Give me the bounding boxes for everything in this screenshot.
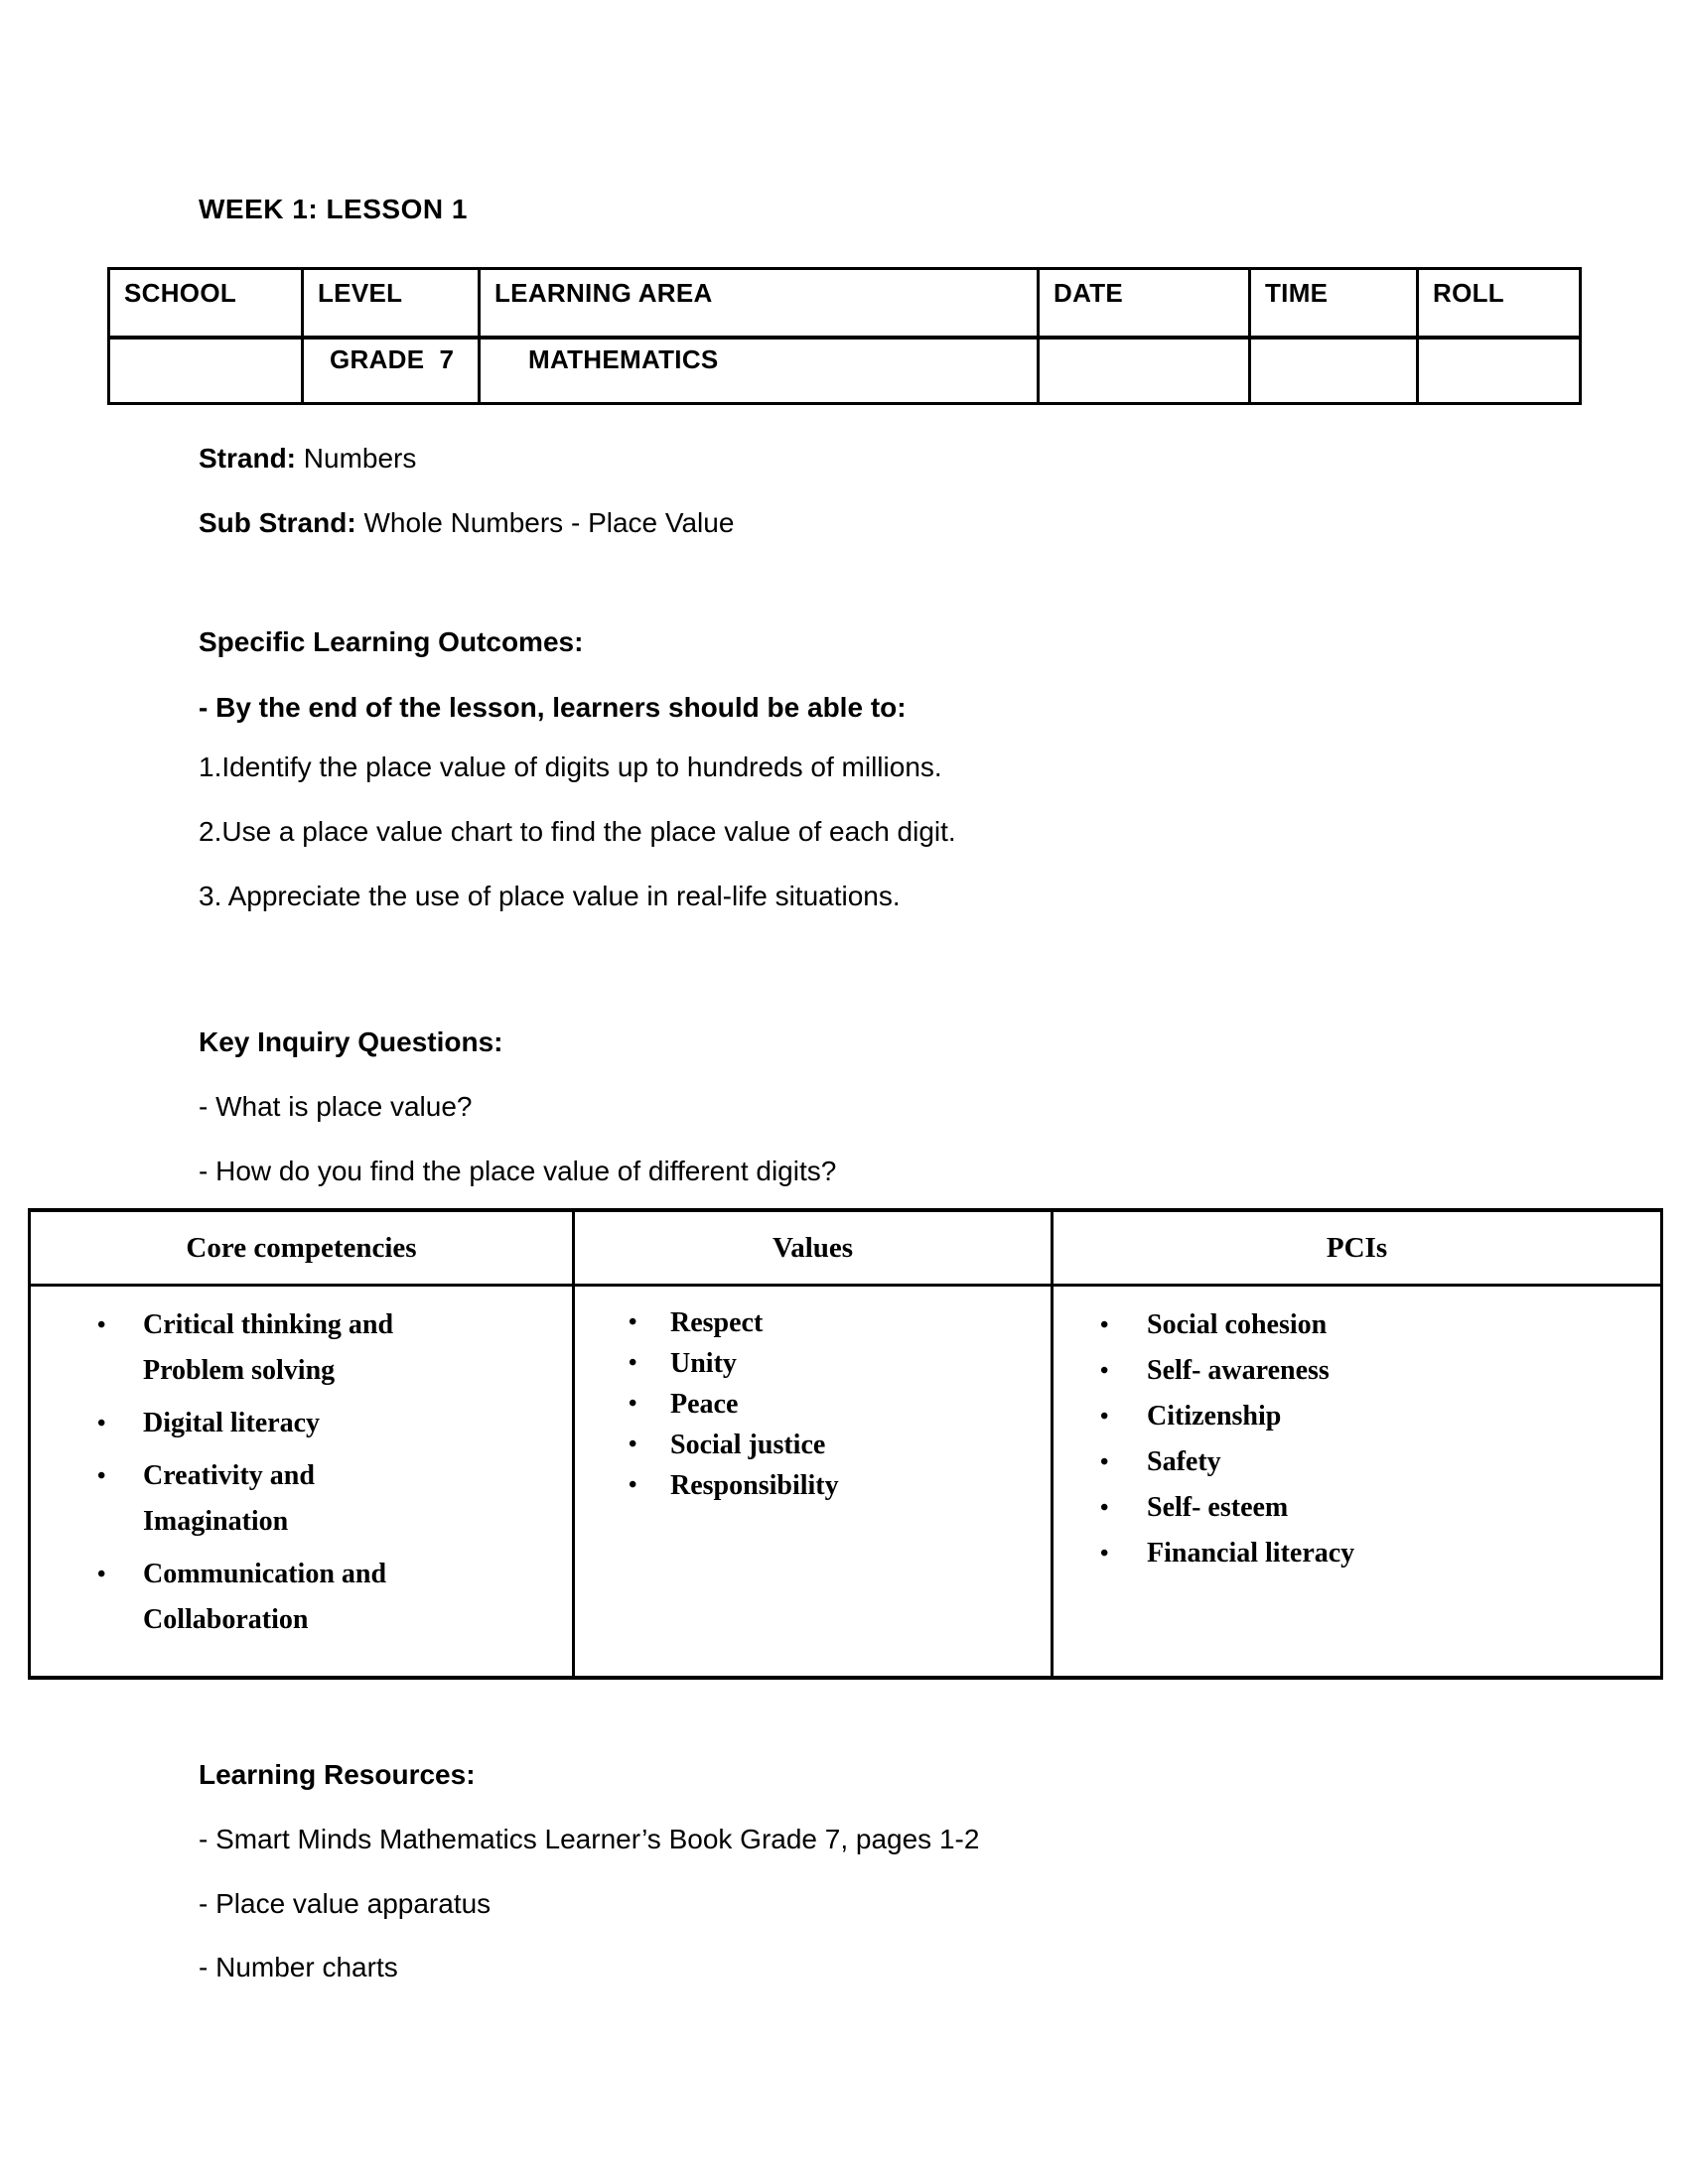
bullet-icon: • — [629, 1472, 637, 1498]
substrand-value: Whole Numbers - Place Value — [355, 507, 735, 538]
comp-header-core-competencies: Core competencies — [30, 1210, 574, 1286]
resource-item-1: - Smart Minds Mathematics Learner’s Book Grade 7, pages 1-2 — [199, 1824, 980, 1854]
resources-heading: Learning Resources: — [199, 1759, 476, 1790]
page-title: WEEK 1: LESSON 1 — [199, 194, 468, 224]
info-header-level: LEVEL — [303, 269, 480, 339]
list-item — [32, 1302, 571, 1394]
list-item-text: Self- esteem — [1147, 1492, 1289, 1523]
list-item-text: Social justice — [670, 1430, 826, 1460]
list-item — [576, 1465, 1050, 1506]
list-item-text: Unity — [670, 1348, 737, 1379]
bullet-icon: • — [1100, 1358, 1109, 1384]
bullet-icon: • — [629, 1350, 637, 1376]
info-header-date: DATE — [1039, 269, 1250, 339]
outcomes-intro: - By the end of the lesson, learners should be able to: — [199, 692, 907, 723]
info-value-row — [109, 338, 1581, 404]
list-item — [576, 1425, 1050, 1465]
list-item — [1055, 1439, 1659, 1485]
info-cell-learning-area: MATHEMATICS — [480, 338, 1039, 404]
competency-header-row — [30, 1210, 1662, 1286]
strand-value: Numbers — [296, 443, 417, 474]
outcome-item-1: 1.Identify the place value of digits up to hundreds of millions. — [199, 751, 942, 782]
list-item-text: Communication and Collaboration — [143, 1559, 387, 1635]
info-cell-level: GRADE 7 — [303, 338, 480, 404]
list-item-text: Responsibility — [670, 1470, 839, 1501]
outcomes-heading: Specific Learning Outcomes: — [199, 626, 584, 657]
bullet-icon: • — [97, 1463, 106, 1489]
inquiry-heading: Key Inquiry Questions: — [199, 1026, 503, 1057]
bullet-icon: • — [629, 1432, 637, 1457]
list-item-text: Respect — [670, 1307, 764, 1338]
substrand-line — [199, 506, 734, 540]
list-item — [1055, 1348, 1659, 1394]
list-item — [32, 1453, 571, 1545]
list-item — [576, 1384, 1050, 1425]
bullet-icon: • — [629, 1391, 637, 1417]
bullet-icon: • — [97, 1411, 106, 1436]
info-header-roll: ROLL — [1418, 269, 1581, 339]
strand-label: Strand: — [199, 443, 296, 474]
list-item-text: Digital literacy — [143, 1408, 321, 1438]
info-header-school: SCHOOL — [109, 269, 303, 339]
substrand-label: Sub Strand: — [199, 507, 356, 538]
competency-body-row — [30, 1286, 1662, 1679]
list-item — [32, 1401, 571, 1446]
outcome-item-2: 2.Use a place value chart to find the place value of each digit. — [199, 816, 956, 847]
info-cell-roll — [1418, 338, 1581, 404]
strand-line — [199, 442, 416, 476]
values-list — [576, 1288, 1050, 1506]
list-item-text: Self- awareness — [1147, 1355, 1330, 1386]
comp-header-values: Values — [574, 1210, 1053, 1286]
info-cell-time — [1250, 338, 1418, 404]
inquiry-question-2: - How do you find the place value of different digits? — [199, 1156, 837, 1186]
list-item — [576, 1302, 1050, 1343]
bullet-icon: • — [629, 1309, 637, 1335]
list-item-text: Peace — [670, 1389, 739, 1420]
list-item — [576, 1343, 1050, 1384]
bullet-icon: • — [1100, 1541, 1109, 1567]
bullet-icon: • — [97, 1312, 106, 1338]
bullet-icon: • — [1100, 1312, 1109, 1338]
pcis-list — [1055, 1288, 1659, 1576]
list-item — [32, 1552, 571, 1643]
info-cell-school — [109, 338, 303, 404]
list-item-text: Citizenship — [1147, 1401, 1282, 1432]
resource-item-2: - Place value apparatus — [199, 1888, 492, 1919]
bullet-icon: • — [1100, 1449, 1109, 1475]
lesson-info-table — [107, 267, 1582, 405]
info-cell-date — [1039, 338, 1250, 404]
pcis-cell — [1053, 1286, 1662, 1679]
core-competencies-cell — [30, 1286, 574, 1679]
outcome-item-3: 3. Appreciate the use of place value in real-life situations. — [199, 881, 901, 911]
bullet-icon: • — [1100, 1495, 1109, 1521]
info-header-learning-area: LEARNING AREA — [480, 269, 1039, 339]
info-header-row — [109, 269, 1581, 339]
bullet-icon: • — [97, 1562, 106, 1587]
inquiry-question-1: - What is place value? — [199, 1091, 473, 1122]
resource-item-3: - Number charts — [199, 1952, 398, 1982]
competency-table — [28, 1208, 1663, 1680]
info-header-time: TIME — [1250, 269, 1418, 339]
list-item-text: Safety — [1147, 1446, 1221, 1477]
list-item — [1055, 1302, 1659, 1348]
list-item-text: Social cohesion — [1147, 1309, 1328, 1340]
list-item — [1055, 1485, 1659, 1531]
comp-header-pcis: PCIs — [1053, 1210, 1662, 1286]
list-item-text: Critical thinking and Problem solving — [143, 1309, 394, 1386]
values-cell — [574, 1286, 1053, 1679]
list-item-text: Creativity and Imagination — [143, 1460, 315, 1537]
bullet-icon: • — [1100, 1404, 1109, 1430]
list-item — [1055, 1394, 1659, 1439]
core-competencies-list — [32, 1288, 571, 1643]
list-item — [1055, 1531, 1659, 1576]
list-item-text: Financial literacy — [1147, 1538, 1355, 1569]
